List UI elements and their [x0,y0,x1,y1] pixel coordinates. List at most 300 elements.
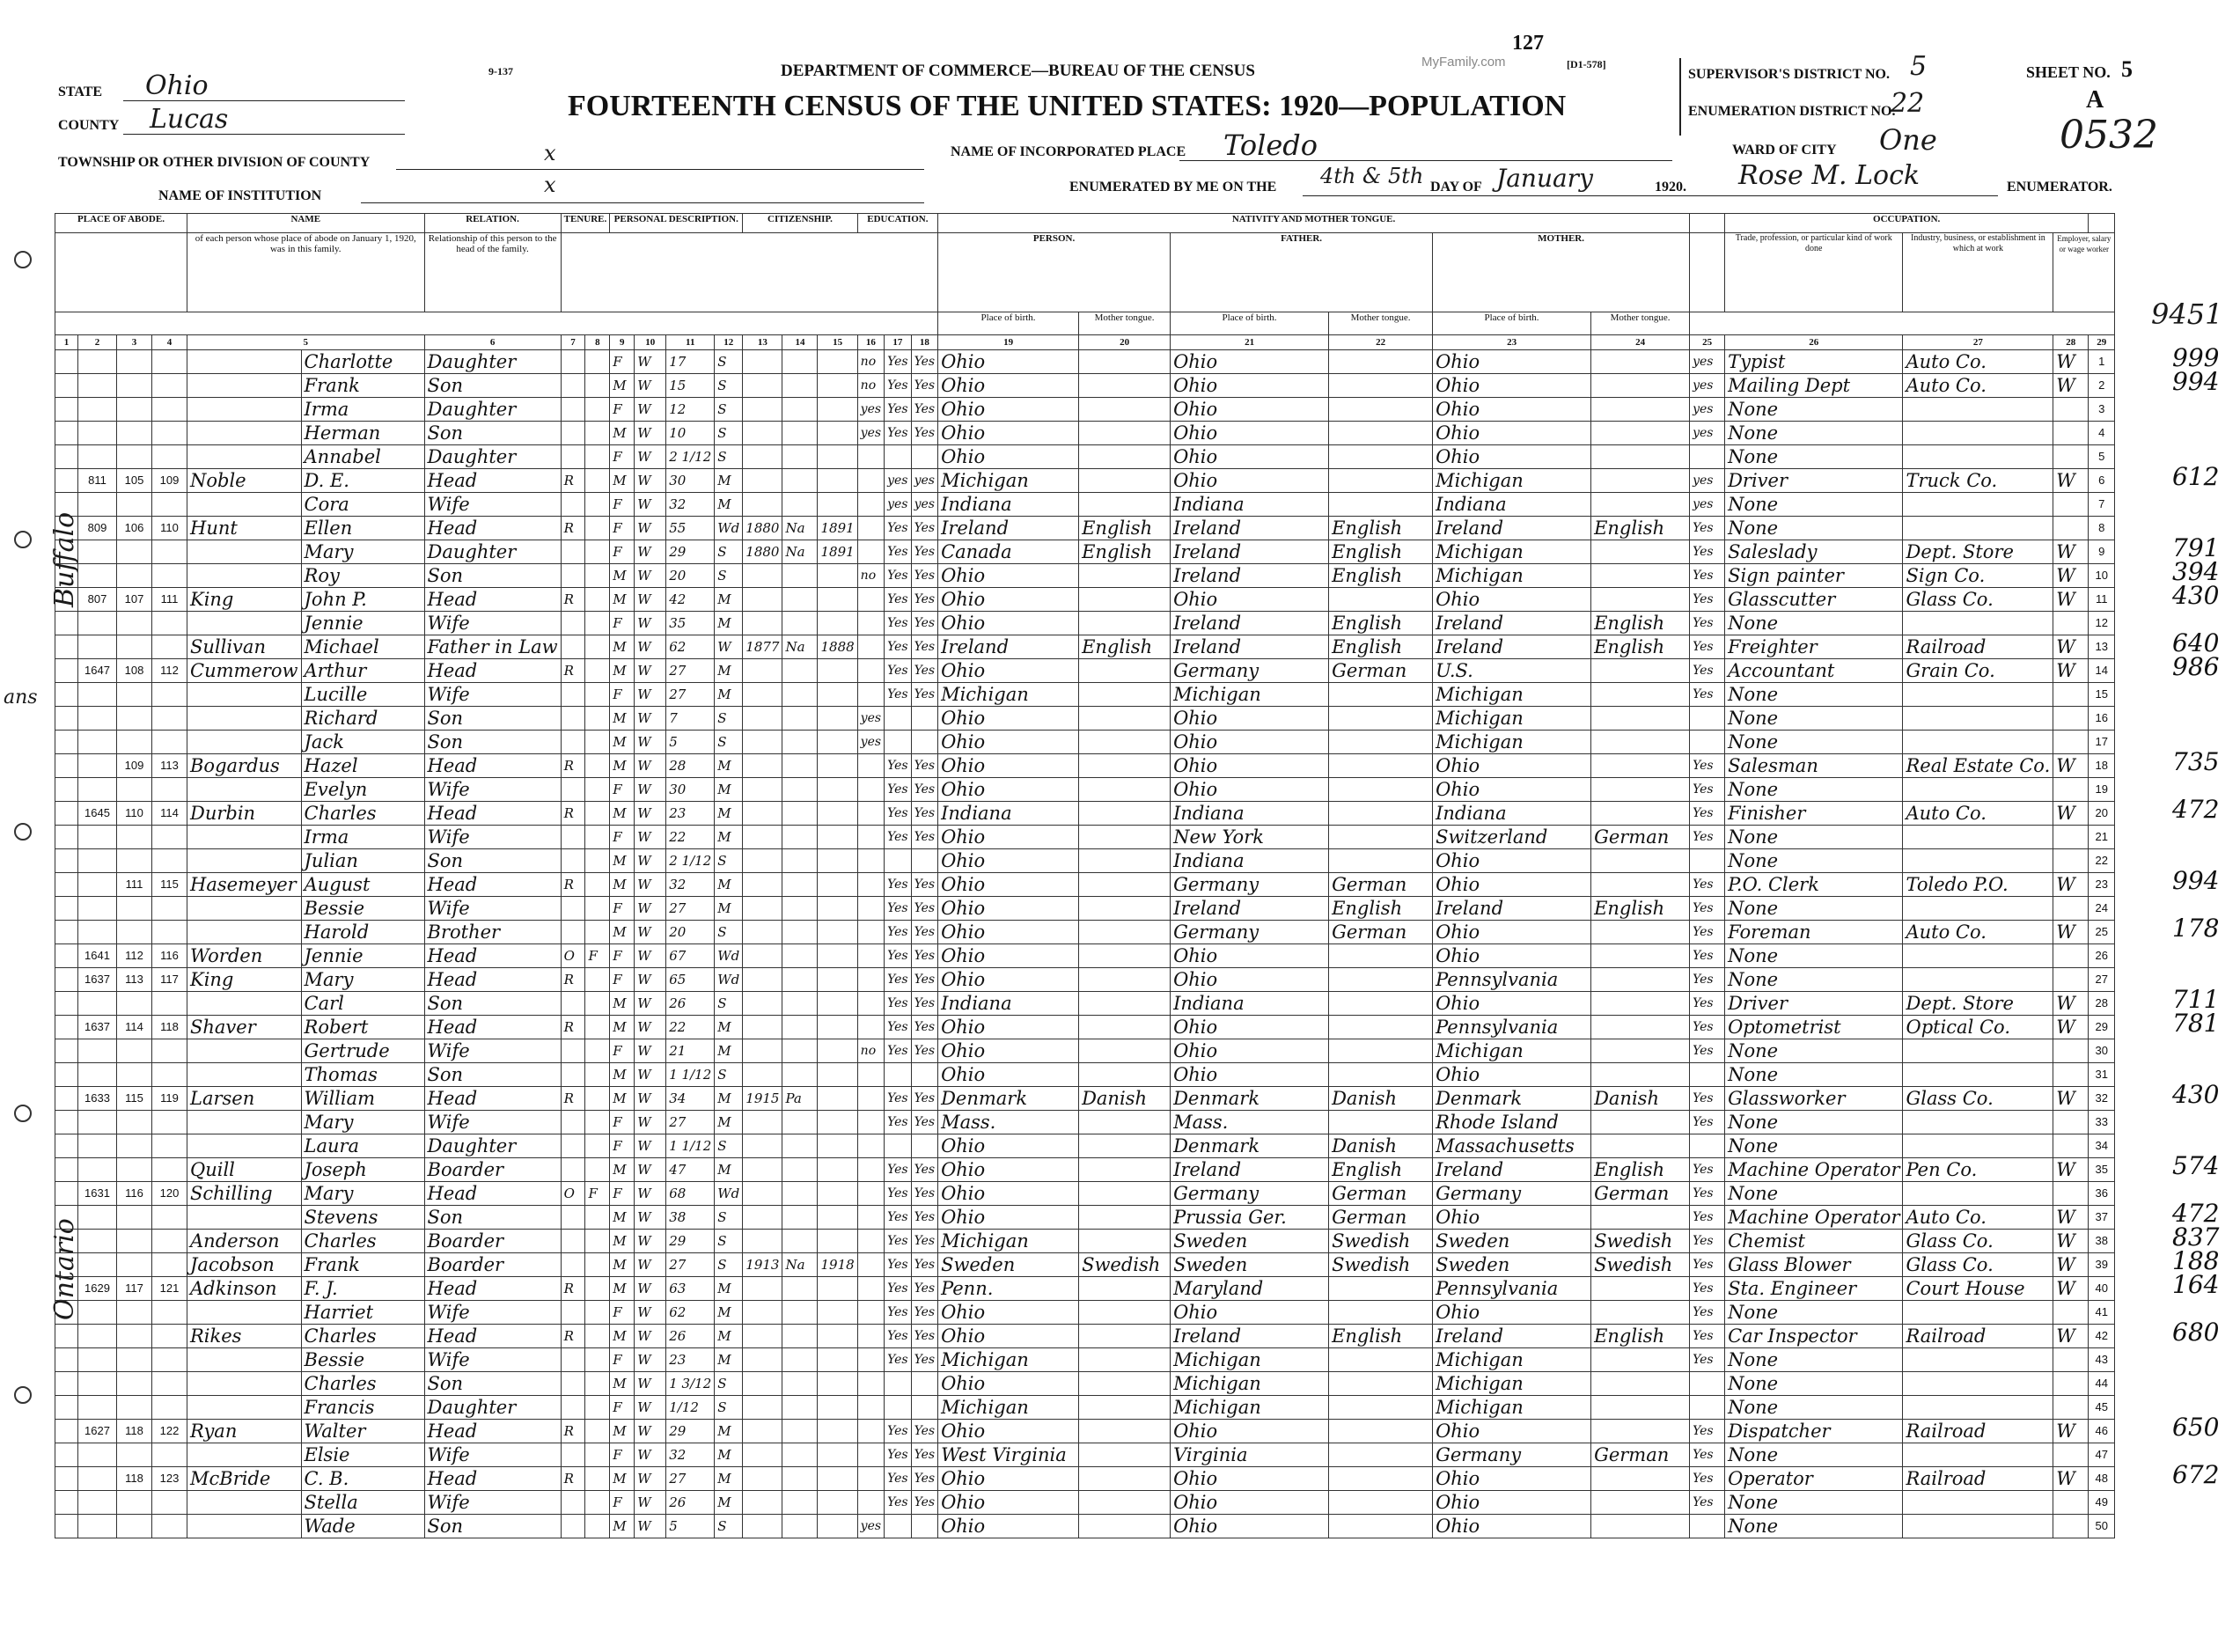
cell-fpob: Ireland [1171,1325,1329,1348]
cell-read: Yes [885,540,912,564]
cell-surname [187,422,302,445]
cell-line: 7 [2089,493,2115,517]
cell-sex: F [610,826,635,849]
cell-ftongue: Swedish [1329,1230,1433,1253]
cell-race: W [635,921,666,944]
table-row [55,1396,2115,1420]
cell-english: Yes [1690,873,1725,897]
cell-age: 30 [666,778,715,802]
cell-race: W [635,1134,666,1158]
cell-ftongue: English [1329,612,1433,635]
cell-given: Julian [301,849,424,873]
cell-natyr [818,707,857,731]
cell-relation: Son [424,374,561,398]
column-number: 23 [1433,335,1591,350]
cell-tongue [1079,1420,1171,1443]
cell-relation: Head [424,944,561,968]
cell-write: Yes [911,683,938,707]
cell-sex: M [610,588,635,612]
cell-own [585,754,610,778]
cell-mpob: Ohio [1433,1063,1591,1087]
cell-mpob: Pennsylvania [1433,1277,1591,1301]
cell-sex: M [610,1158,635,1182]
cell-pob: Ohio [938,731,1079,754]
cell-fpob: Ohio [1171,1467,1329,1491]
cell-english: Yes [1690,802,1725,826]
cell-trade: Sign painter [1725,564,1903,588]
cell-ftongue [1329,1515,1433,1538]
cell-read: Yes [885,778,912,802]
cell-own [585,493,610,517]
cell-race: W [635,1348,666,1372]
cell-trade: None [1725,1515,1903,1538]
column-number: 27 [1903,335,2053,350]
enum-district-label: ENUMERATION DISTRICT NO. [1688,104,1896,119]
table-row [55,1063,2115,1087]
right-margin-number: 791 [2172,532,2220,562]
cell-ftongue [1329,802,1433,826]
cell-english: Yes [1690,897,1725,921]
cell-ftongue: Danish [1329,1087,1433,1111]
cell-relation: Son [424,992,561,1016]
cell-pob: Canada [938,540,1079,564]
cell-fpob: Prussia Ger. [1171,1206,1329,1230]
cell-employer: W [2053,1230,2089,1253]
cell-race: W [635,445,666,469]
institution-label: NAME OF INSTITUTION [158,188,322,203]
cell-fpob: Sweden [1171,1230,1329,1253]
cell-age: 15 [666,374,715,398]
cell-pob: Ohio [938,849,1079,873]
cell-line: 45 [2089,1396,2115,1420]
cell-fpob: Ohio [1171,1039,1329,1063]
cell-fpob: Michigan [1171,683,1329,707]
cell-line: 13 [2089,635,2115,659]
cell-age: 2 1/12 [666,849,715,873]
cell-line: 23 [2089,873,2115,897]
cell-fpob: Ohio [1171,398,1329,422]
cell-natyr [818,1182,857,1206]
cell-marital: M [715,1158,743,1182]
cell-dwelling: 107 [117,588,152,612]
cell-fpob: Ireland [1171,517,1329,540]
cell-pob: Ohio [938,968,1079,992]
cell-dwelling [117,1348,152,1372]
cell-nat [782,754,818,778]
column-number: 4 [152,335,187,350]
cell-given: Irma [301,826,424,849]
cell-pob: Ohio [938,588,1079,612]
cell-own [585,374,610,398]
cell-relation: Son [424,1372,561,1396]
cell-family [152,1206,187,1230]
cell-home: R [561,588,585,612]
cell-mpob: Ohio [1433,944,1591,968]
cell-natyr [818,1515,857,1538]
cell-surname: McBride [187,1467,302,1491]
cell-street [55,659,78,683]
cell-street [55,944,78,968]
cell-tongue [1079,1348,1171,1372]
cell-write [911,1134,938,1158]
cell-age: 29 [666,540,715,564]
cell-immig [743,1111,782,1134]
cell-mpob: U.S. [1433,659,1591,683]
cell-write [911,1372,938,1396]
cell-surname: King [187,968,302,992]
cell-english: Yes [1690,754,1725,778]
right-margin-number: 394 [2172,556,2220,586]
cell-marital: M [715,1443,743,1467]
cell-school [857,1277,884,1301]
table-row [55,1325,2115,1348]
cell-english [1690,1372,1725,1396]
cell-read: Yes [885,1158,912,1182]
table-row [55,778,2115,802]
cell-natyr [818,1277,857,1301]
cell-mtongue [1591,1396,1690,1420]
cell-given: Jennie [301,612,424,635]
cell-mtongue [1591,707,1690,731]
cell-relation: Head [424,588,561,612]
cell-given: Lucille [301,683,424,707]
column-number: 19 [938,335,1079,350]
cell-marital: M [715,826,743,849]
cell-trade: Finisher [1725,802,1903,826]
cell-fpob: Denmark [1171,1087,1329,1111]
cell-read: yes [885,469,912,493]
cell-line: 38 [2089,1230,2115,1253]
cell-sex: M [610,1063,635,1087]
cell-house [78,564,117,588]
cell-race: W [635,1491,666,1515]
cell-immig [743,564,782,588]
cell-family [152,992,187,1016]
cell-fpob: Ireland [1171,564,1329,588]
cell-read: Yes [885,1348,912,1372]
cell-nat: Na [782,1253,818,1277]
cell-street [55,1253,78,1277]
cell-house: 1645 [78,802,117,826]
cell-tongue [1079,944,1171,968]
cell-dwelling [117,1515,152,1538]
cell-race: W [635,1206,666,1230]
cell-surname: King [187,588,302,612]
cell-marital: M [715,1348,743,1372]
table-row [55,968,2115,992]
cell-write: Yes [911,968,938,992]
cell-read: Yes [885,1039,912,1063]
cell-read: Yes [885,897,912,921]
cell-marital: M [715,1301,743,1325]
cell-english [1690,1134,1725,1158]
table-row [55,1372,2115,1396]
cell-own [585,398,610,422]
column-number: 6 [424,335,561,350]
table-row [55,826,2115,849]
cell-mpob: Denmark [1433,1087,1591,1111]
cell-line: 14 [2089,659,2115,683]
right-margin-number: 640 [2172,628,2220,657]
cell-dwelling [117,612,152,635]
cell-home: R [561,873,585,897]
cell-age: 55 [666,517,715,540]
cell-write [911,1396,938,1420]
right-margin-number: 999 [2172,342,2220,372]
cell-race: W [635,1396,666,1420]
cell-fpob: Ireland [1171,1158,1329,1182]
cell-school [857,1301,884,1325]
cell-mpob: Pennsylvania [1433,1016,1591,1039]
cell-given: Jennie [301,944,424,968]
cell-race: W [635,754,666,778]
cell-house [78,754,117,778]
table-row [55,564,2115,588]
table-row [55,1467,2115,1491]
cell-fpob: New York [1171,826,1329,849]
cell-surname [187,897,302,921]
cell-school [857,1396,884,1420]
cell-house [78,1230,117,1253]
cell-mtongue [1591,968,1690,992]
cell-age: 34 [666,1087,715,1111]
cell-family: 120 [152,1182,187,1206]
cell-mpob: Sweden [1433,1230,1591,1253]
cell-home: R [561,469,585,493]
cell-read: Yes [885,350,912,374]
cell-line: 27 [2089,968,2115,992]
cell-immig: 1880 [743,517,782,540]
cell-industry: Toledo P.O. [1903,873,2053,897]
cell-fpob: Michigan [1171,1372,1329,1396]
cell-home [561,422,585,445]
cell-line: 44 [2089,1372,2115,1396]
cell-family [152,635,187,659]
cell-marital: S [715,350,743,374]
cell-ftongue [1329,968,1433,992]
cell-age: 42 [666,588,715,612]
cell-natyr [818,873,857,897]
cell-own [585,1253,610,1277]
cell-industry: Grain Co. [1903,659,2053,683]
cell-home [561,493,585,517]
cell-write: Yes [911,612,938,635]
cell-tongue [1079,612,1171,635]
right-margin-number: 472 [2172,794,2220,824]
page-number: 127 [1512,32,1544,55]
cell-trade: Car Inspector [1725,1325,1903,1348]
cell-marital: M [715,873,743,897]
cell-sex: F [610,398,635,422]
cell-street [55,1372,78,1396]
cell-nat [782,849,818,873]
cell-race: W [635,897,666,921]
cell-write [911,707,938,731]
cell-write: Yes [911,1039,938,1063]
cell-street [55,445,78,469]
cell-street [55,612,78,635]
cell-tongue [1079,873,1171,897]
cell-marital: S [715,1396,743,1420]
cell-own [585,1016,610,1039]
cell-dwelling [117,897,152,921]
cell-family [152,1158,187,1182]
cell-surname [187,350,302,374]
cell-race: W [635,778,666,802]
cell-natyr [818,1396,857,1420]
cell-home [561,1039,585,1063]
cell-home [561,1348,585,1372]
pob-mother-header: Place of birth. [1433,312,1591,335]
cell-given: Laura [301,1134,424,1158]
cell-dwelling [117,849,152,873]
cell-ftongue: German [1329,659,1433,683]
cell-nat [782,944,818,968]
census-rows [55,350,2115,1538]
cell-marital: M [715,802,743,826]
cell-natyr [818,1016,857,1039]
cell-home: R [561,659,585,683]
cell-english: Yes [1690,517,1725,540]
cell-mtongue [1591,659,1690,683]
cell-industry [1903,1396,2053,1420]
table-row [55,398,2115,422]
cell-own [585,778,610,802]
cell-street [55,754,78,778]
cell-race: W [635,588,666,612]
cell-nat [782,1467,818,1491]
cell-pob: Ireland [938,517,1079,540]
cell-industry [1903,826,2053,849]
cell-trade: None [1725,826,1903,849]
township-value: x [544,141,556,165]
cell-given: F. J. [301,1277,424,1301]
cell-race: W [635,1467,666,1491]
cell-natyr [818,1039,857,1063]
cell-dwelling [117,731,152,754]
cell-mtongue [1591,588,1690,612]
cell-dwelling [117,707,152,731]
cell-own [585,1134,610,1158]
cell-marital: S [715,1206,743,1230]
cell-house: 1633 [78,1087,117,1111]
cell-pob: Ohio [938,1467,1079,1491]
year-value: 1920. [1655,180,1686,195]
cell-home: R [561,968,585,992]
cell-age: 1 1/12 [666,1134,715,1158]
cell-relation: Head [424,659,561,683]
cell-house [78,1253,117,1277]
cell-own [585,350,610,374]
cell-pob: Ohio [938,1420,1079,1443]
cell-surname: Cummerow [187,659,302,683]
cell-dwelling: 110 [117,802,152,826]
cell-ftongue [1329,1301,1433,1325]
cell-race: W [635,968,666,992]
cell-mpob: Michigan [1433,1039,1591,1063]
cell-pob: Ohio [938,659,1079,683]
cell-employer [2053,897,2089,921]
cell-trade: None [1725,1111,1903,1134]
cell-sex: M [610,802,635,826]
cell-pob: Ohio [938,944,1079,968]
cell-fpob: Ohio [1171,1063,1329,1087]
cell-marital: S [715,564,743,588]
cell-employer: W [2053,350,2089,374]
table-row [55,445,2115,469]
cell-home [561,1134,585,1158]
cell-age: 62 [666,635,715,659]
cell-read: Yes [885,588,912,612]
cell-natyr: 1891 [818,517,857,540]
cell-own [585,1515,610,1538]
cell-home [561,1515,585,1538]
cell-trade: None [1725,517,1903,540]
cell-natyr [818,445,857,469]
cell-sex: F [610,1443,635,1467]
cell-trade: None [1725,968,1903,992]
cell-tongue [1079,802,1171,826]
cell-given: John P. [301,588,424,612]
cell-dwelling [117,1325,152,1348]
cell-employer [2053,731,2089,754]
cell-home: R [561,802,585,826]
cell-fpob: Ohio [1171,422,1329,445]
cell-employer [2053,1301,2089,1325]
watermark: MyFamily.com [1421,55,1506,70]
cell-fpob: Indiana [1171,493,1329,517]
cell-home [561,445,585,469]
cell-home [561,849,585,873]
cell-street [55,1467,78,1491]
cell-natyr [818,1063,857,1087]
cell-write [911,445,938,469]
cell-race: W [635,683,666,707]
employer-description: Employer, salary or wage worker [2053,233,2115,312]
cell-nat [782,1301,818,1325]
cell-pob: Sweden [938,1253,1079,1277]
sheet-label: SHEET NO. [2026,63,2111,81]
cell-surname: Adkinson [187,1277,302,1301]
cell-pob: Ohio [938,422,1079,445]
cell-english: Yes [1690,635,1725,659]
cell-employer: W [2053,469,2089,493]
cell-street [55,992,78,1016]
cell-age: 12 [666,398,715,422]
month-value: January [1496,164,1593,193]
cell-given: Robert [301,1016,424,1039]
cell-surname [187,992,302,1016]
cell-surname [187,921,302,944]
cell-family: 112 [152,659,187,683]
cell-own [585,1111,610,1134]
cell-home [561,707,585,731]
cell-dwelling [117,1063,152,1087]
cell-age: 27 [666,1467,715,1491]
cell-dwelling: 109 [117,754,152,778]
cell-sex: F [610,612,635,635]
cell-house [78,445,117,469]
cell-trade: Machine Operator [1725,1158,1903,1182]
table-row [55,897,2115,921]
cell-sex: M [610,659,635,683]
cell-given: Elsie [301,1443,424,1467]
cell-line: 30 [2089,1039,2115,1063]
cell-employer: W [2053,635,2089,659]
cell-relation: Brother [424,921,561,944]
cell-mpob: Ohio [1433,350,1591,374]
cell-ftongue: German [1329,1182,1433,1206]
